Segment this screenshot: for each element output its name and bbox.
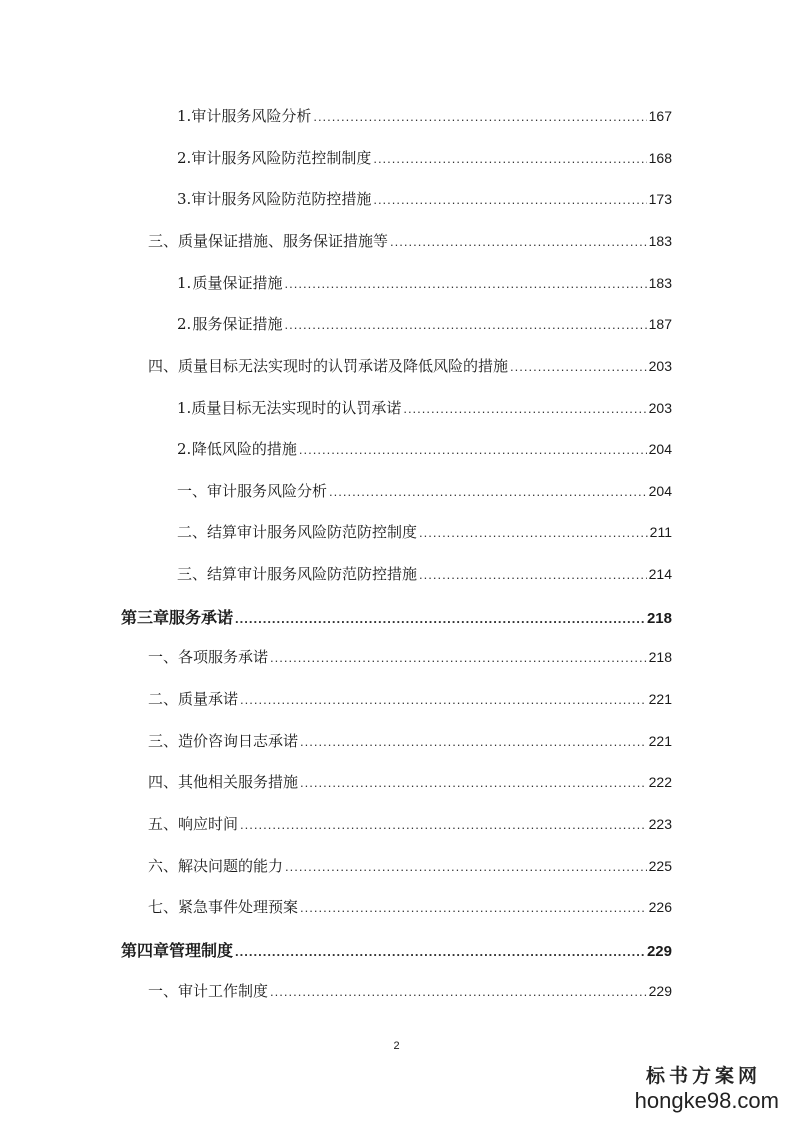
toc-entry-title: 质量目标无法实现时的认罚承诺及降低风险的措施 <box>178 357 509 375</box>
toc-entry-title: 质量承诺 <box>178 690 239 708</box>
toc-entry <box>177 188 672 214</box>
toc-chapter-number: 第三章 <box>121 608 170 627</box>
toc-entry-page: 167 <box>648 108 672 124</box>
toc-entry <box>148 771 672 797</box>
toc-entry-title: 审计工作制度 <box>178 982 269 1000</box>
toc-entry-number: 一、 <box>148 648 179 666</box>
toc-entry-page: 211 <box>649 524 672 540</box>
toc-entry-page: 203 <box>648 358 672 374</box>
toc-entry-page: 229 <box>648 983 672 999</box>
toc-leader-dots <box>419 525 648 540</box>
toc-leader-dots <box>313 109 646 124</box>
toc-entry-page: 225 <box>648 858 672 874</box>
toc-chapter-entry <box>121 605 672 631</box>
toc-leader-dots <box>390 234 647 249</box>
toc-entry-page: 173 <box>648 191 672 207</box>
toc-entry-page: 226 <box>648 899 672 915</box>
page-number: 2 <box>393 1040 400 1052</box>
toc-entry-number: 1. <box>177 107 192 125</box>
toc-entry-number: 四、 <box>148 357 179 375</box>
toc-leader-dots <box>285 276 647 291</box>
toc-entry-page: 187 <box>648 316 672 332</box>
toc-entry-page: 218 <box>648 649 672 665</box>
toc-entry-page: 183 <box>648 275 672 291</box>
toc-entry-page: 183 <box>648 233 672 249</box>
toc-entry-number: 五、 <box>148 815 179 833</box>
toc-leader-dots <box>419 567 647 582</box>
toc-entry-page: 203 <box>648 400 672 416</box>
toc-entry-page: 221 <box>648 691 672 707</box>
toc-entry <box>177 105 672 131</box>
toc-entry-number: 2. <box>177 440 192 458</box>
toc-leader-dots <box>300 775 647 790</box>
toc-entry-number: 二、 <box>148 690 179 708</box>
toc-entry-title: 降低风险的措施 <box>191 440 297 458</box>
toc-chapter-page: 218 <box>646 610 672 627</box>
toc-leader-dots <box>300 734 647 749</box>
toc-entry-page: 221 <box>648 733 672 749</box>
toc-entry-title: 质量保证措施 <box>192 274 283 292</box>
toc-leader-dots <box>510 359 647 374</box>
toc-entry <box>148 730 672 756</box>
watermark-logo <box>635 1061 779 1114</box>
toc-leader-dots <box>285 859 647 874</box>
toc-leader-dots <box>299 442 647 457</box>
toc-entry-number: 2. <box>177 315 192 333</box>
toc-entry-title: 二、结算审计服务风险防范防控制度 <box>177 523 418 541</box>
toc-entry <box>177 480 672 506</box>
toc-entry <box>148 855 672 881</box>
toc-leader-dots <box>300 900 647 915</box>
toc-entry-number: 七、 <box>148 898 179 916</box>
toc-entry <box>148 688 672 714</box>
toc-leader-dots <box>329 484 647 499</box>
toc-entry <box>148 355 672 381</box>
toc-entry-title: 造价咨询日志承诺 <box>178 732 299 750</box>
toc-chapter-title: 管理制度 <box>169 941 234 960</box>
toc-entry-title: 审计服务风险分析 <box>191 107 312 125</box>
toc-leader-dots <box>403 401 646 416</box>
toc-entry-number: 2. <box>177 149 192 167</box>
toc-leader-dots <box>285 317 647 332</box>
toc-entry <box>177 563 672 589</box>
toc-entry-title: 审计服务风险防范防控措施 <box>191 190 372 208</box>
toc-entry-title: 质量保证措施、服务保证措施等 <box>178 232 389 250</box>
toc-entry <box>177 147 672 173</box>
toc-entry-number: 六、 <box>148 857 179 875</box>
toc-leader-dots <box>240 817 647 832</box>
toc-entry-title: 其他相关服务措施 <box>178 773 299 791</box>
toc-chapter-number: 第四章 <box>121 941 170 960</box>
toc-entry-page: 204 <box>648 483 672 499</box>
toc-chapter-entry <box>121 938 672 964</box>
toc-entry-number: 1. <box>177 399 192 417</box>
toc-entry <box>177 397 672 423</box>
toc-entry <box>177 272 672 298</box>
toc-entry-number: 三、 <box>148 732 179 750</box>
toc-entry <box>177 313 672 339</box>
toc-entry-title: 服务保证措施 <box>192 315 283 333</box>
toc-entry-number: 一、 <box>148 982 179 1000</box>
toc-leader-dots <box>270 650 647 665</box>
toc-entry-title: 紧急事件处理预案 <box>178 898 299 916</box>
toc-chapter-page: 229 <box>646 943 672 960</box>
toc-entry <box>148 230 672 256</box>
toc-entry-number: 1. <box>177 274 192 292</box>
toc-entry-title: 审计服务风险防范控制制度 <box>191 149 372 167</box>
toc-entry <box>148 980 672 1006</box>
watermark-url: hongke98.com <box>634 1088 779 1113</box>
toc-entry-title: 三、结算审计服务风险防范防控措施 <box>177 565 418 583</box>
toc-entry-page: 214 <box>648 566 672 582</box>
toc-leader-dots <box>235 944 645 959</box>
toc-entry-page: 204 <box>648 441 672 457</box>
toc-leader-dots <box>373 151 646 166</box>
toc-entry-title: 质量目标无法实现时的认罚承诺 <box>191 399 402 417</box>
toc-entry-page: 223 <box>648 816 672 832</box>
toc-entry-number: 3. <box>177 190 192 208</box>
toc-chapter-title: 服务承诺 <box>169 608 234 627</box>
toc-entry <box>148 896 672 922</box>
toc-entry <box>177 521 672 547</box>
toc-leader-dots <box>270 984 647 999</box>
toc-entry-number: 四、 <box>148 773 179 791</box>
toc-entry <box>177 438 672 464</box>
toc-entry-page: 222 <box>648 774 672 790</box>
toc-entry-page: 168 <box>648 150 672 166</box>
toc-entry-title: 一、审计服务风险分析 <box>177 482 328 500</box>
toc-entry-title: 响应时间 <box>178 815 239 833</box>
toc-entry <box>148 813 672 839</box>
toc-leader-dots <box>373 192 646 207</box>
watermark-name: 标书方案网 <box>645 1065 761 1087</box>
toc-entry-title: 各项服务承诺 <box>178 648 269 666</box>
toc-entry-title: 解决问题的能力 <box>178 857 284 875</box>
toc-entry-number: 三、 <box>148 232 179 250</box>
toc-entry <box>148 646 672 672</box>
toc-leader-dots <box>235 611 645 626</box>
toc-leader-dots <box>240 692 647 707</box>
